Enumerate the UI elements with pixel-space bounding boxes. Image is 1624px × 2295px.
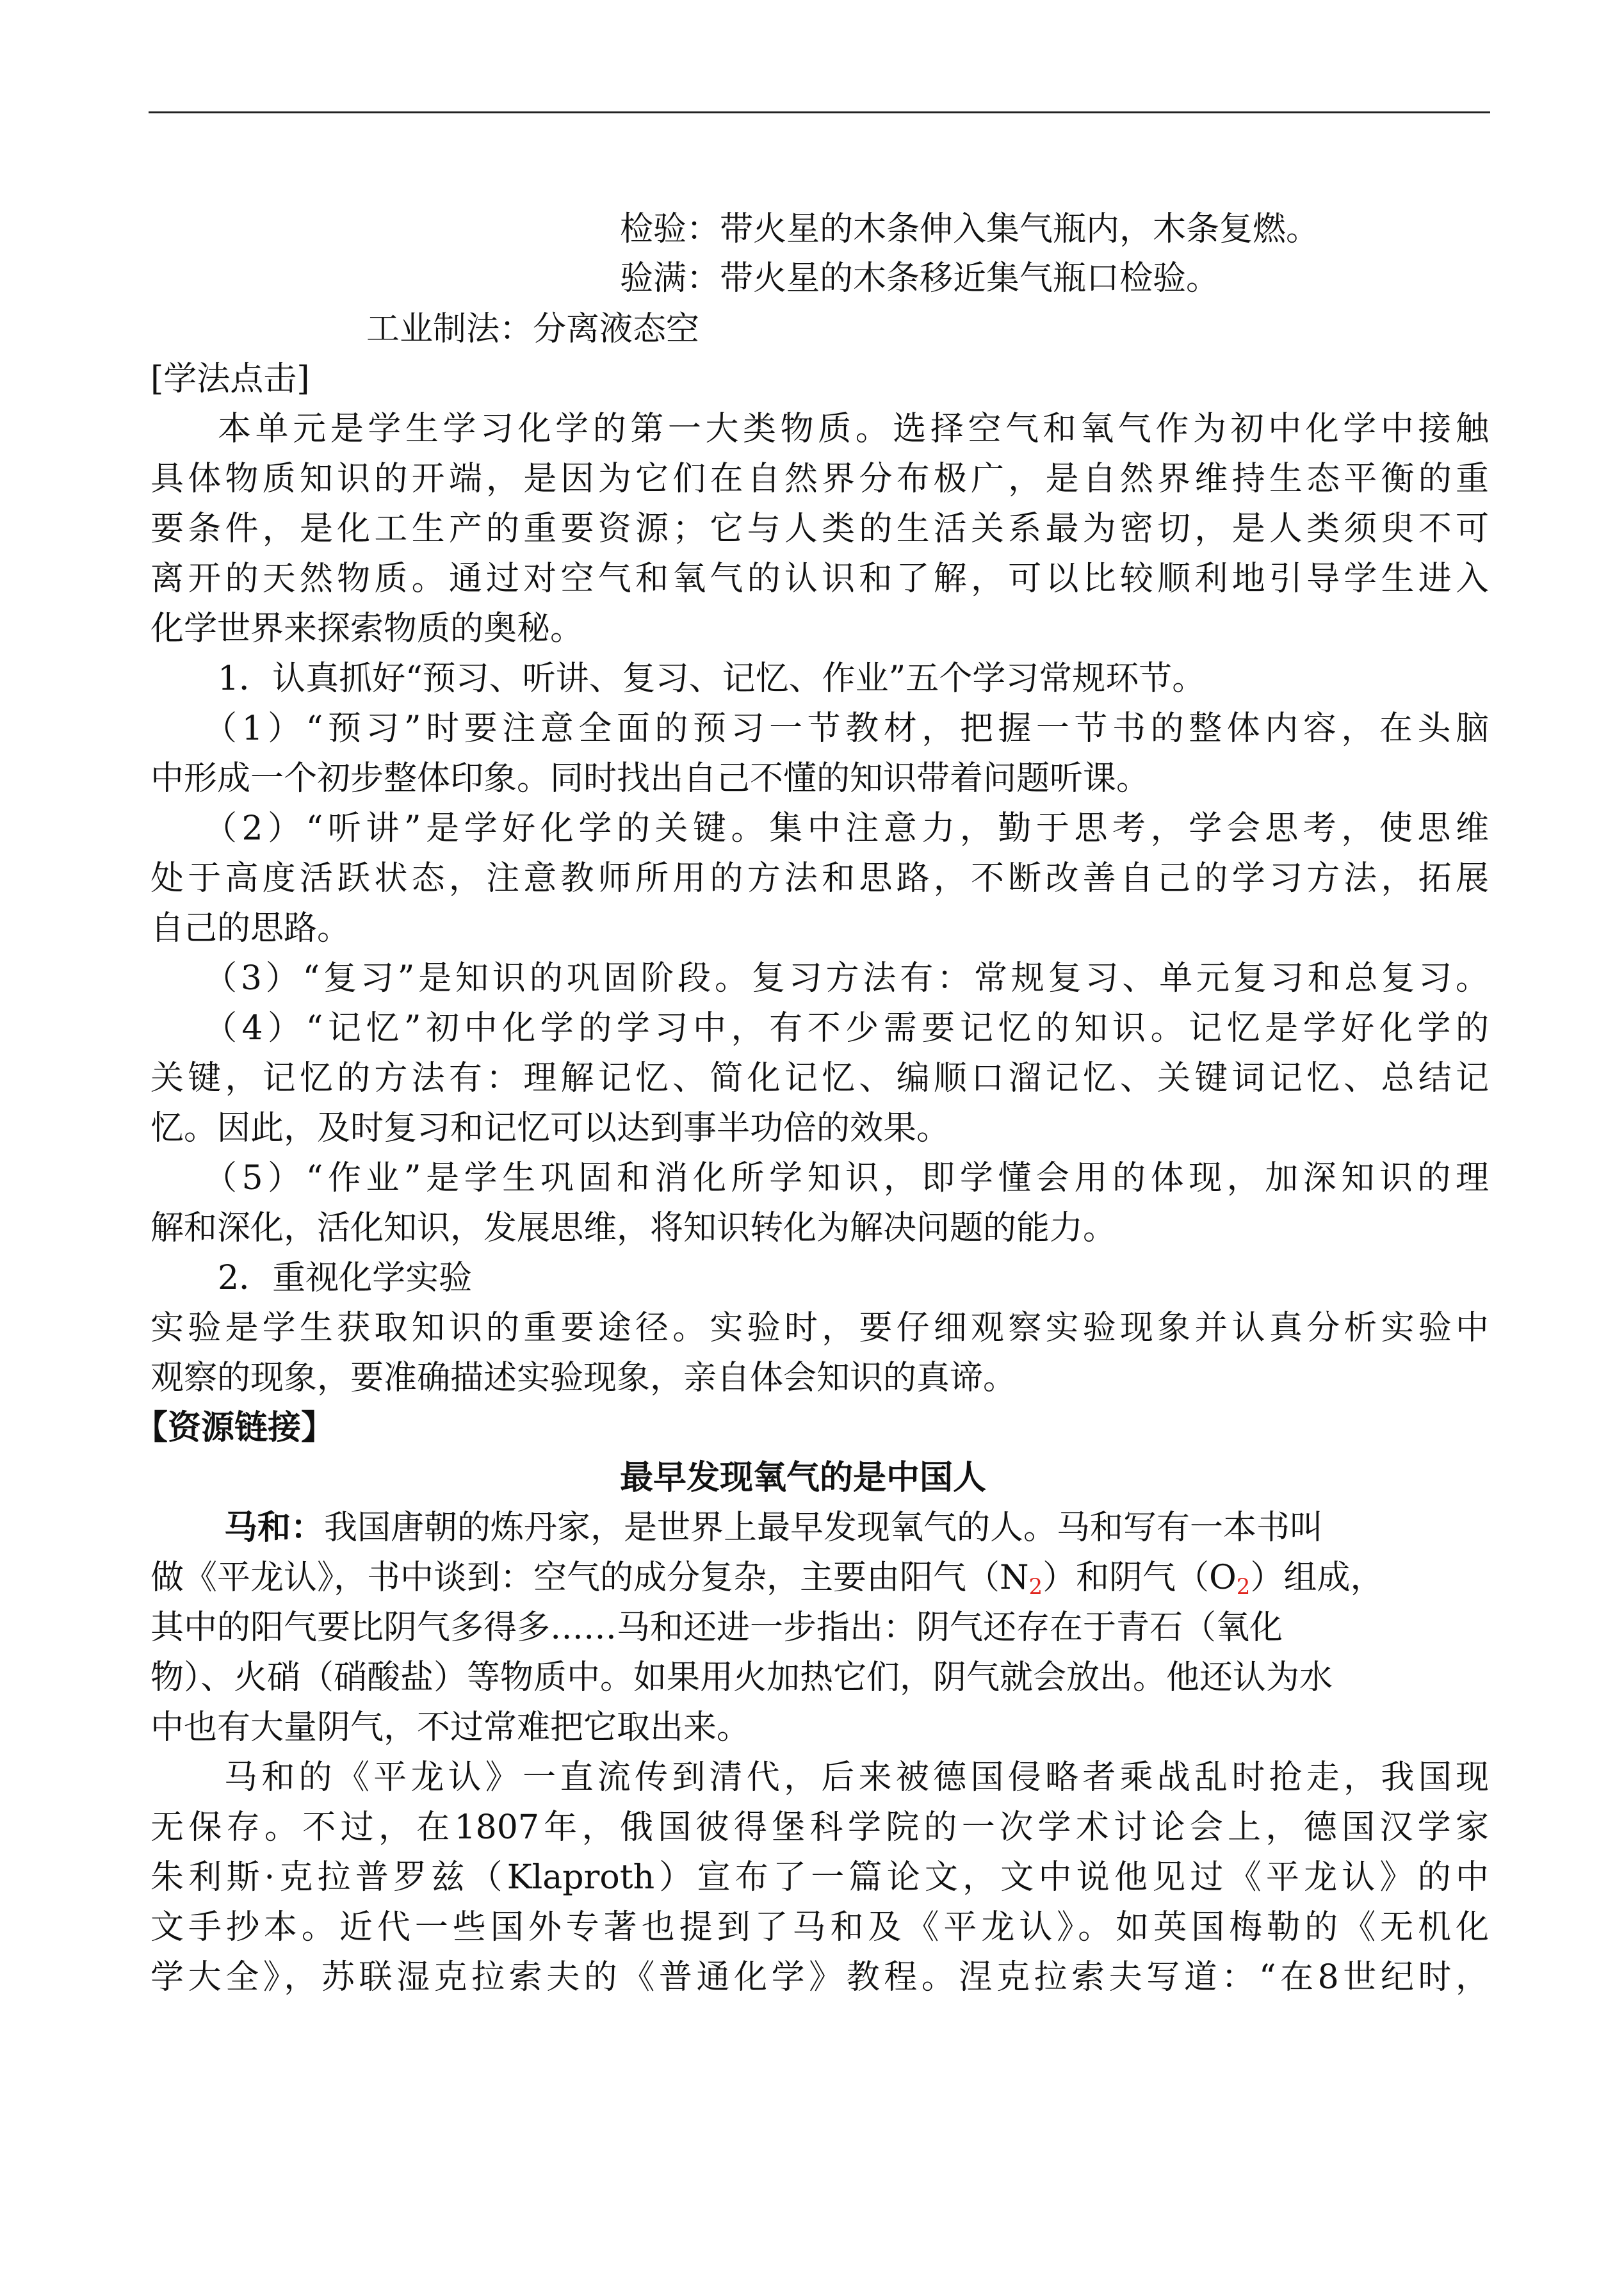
paragraph-line: （5）“作业”是学生巩固和消化所学知识，即学懂会用的体现，加深知识的理 <box>204 1159 1489 1197</box>
paragraph-line: 实验是学生获取知识的重要途径。实验时，要仔细观察实验现象并认真分析实验中 <box>150 1309 1489 1347</box>
paragraph-line: 中也有大量阴气，不过常难把它取出来。 <box>150 1708 751 1747</box>
subscript-2: 2 <box>1236 1574 1251 1600</box>
paragraph-line: 物）、火硝（硝酸盐）等物质中。如果用火加热它们，阴气就会放出。他还认为水 <box>150 1658 1333 1697</box>
header-rule <box>149 111 1490 113</box>
paragraph-line: 学大全》，苏联湿克拉索夫的《普通化学》教程。涅克拉索夫写道：“在8世纪时， <box>150 1958 1489 1997</box>
full-check-line: 验满：带火星的木条移近集气瓶口检验。 <box>620 259 1220 298</box>
paragraph-line: 马和的《平龙认》一直流传到清代，后来被德国侵略者乘战乱时抢走，我国现 <box>224 1758 1489 1797</box>
paragraph-line: 朱利斯·克拉普罗兹（Klaproth）宣布了一篇论文，文中说他见过《平龙认》的中 <box>150 1858 1489 1897</box>
person-name: 马和： <box>224 1508 325 1547</box>
paragraph-line: 要条件，是化工生产的重要资源；它与人类的生活关系最为密切，是人类须臾不可 <box>150 510 1489 548</box>
study-tips-heading: [学法点击] <box>150 360 310 398</box>
paragraph-line: 中形成一个初步整体印象。同时找出自己不懂的知识带着问题听课。 <box>150 759 1150 798</box>
paragraph-line <box>224 1509 1323 1547</box>
paragraph-line <box>150 1559 1384 1600</box>
paragraph-line: （4）“记忆”初中化学的学习中，有不少需要记忆的知识。记忆是学好化学的 <box>204 1009 1489 1048</box>
paragraph-text: ）组成， <box>1250 1559 1384 1597</box>
paragraph-line: 处于高度活跃状态，注意教师所用的方法和思路，不断改善自己的学习方法，拓展 <box>150 859 1489 898</box>
article-title: 最早发现氧气的是中国人 <box>620 1458 987 1497</box>
test-method-line: 检验：带火星的木条伸入集气瓶内，木条复燃。 <box>620 210 1320 248</box>
paragraph-line: 化学世界来探索物质的奥秘。 <box>150 610 584 648</box>
paragraph-line: 其中的阳气要比阴气多得多……马和还进一步指出：阴气还存在于青石（氧化 <box>150 1609 1283 1647</box>
point-two: 2．重视化学实验 <box>218 1259 473 1297</box>
paragraph-line: 无保存。不过，在1807年，俄国彼得堡科学院的一次学术讨论会上，德国汉学家 <box>150 1808 1489 1847</box>
paragraph-line: 解和深化，活化知识，发展思维，将知识转化为解决问题的能力。 <box>150 1209 1117 1247</box>
paragraph-line: 关键，记忆的方法有：理解记忆、简化记忆、编顺口溜记忆、关键词记忆、总结记 <box>150 1059 1489 1098</box>
resource-heading: 【资源链接】 <box>134 1408 335 1447</box>
paragraph-line: （3）“复习”是知识的巩固阶段。复习方法有：常规复习、单元复习和总复习。 <box>204 959 1489 998</box>
paragraph-line: 忆。因此，及时复习和记忆可以达到事半功倍的效果。 <box>150 1109 950 1148</box>
paragraph-line: 自己的思路。 <box>150 909 351 948</box>
paragraph-line: 本单元是学生学习化学的第一大类物质。选择空气和氧气作为初中化学中接触 <box>218 410 1489 448</box>
industrial-method-line: 工业制法：分离液态空 <box>366 310 700 348</box>
paragraph-text: 我国唐朝的炼丹家，是世界上最早发现氧气的人。马和写有一本书叫 <box>324 1509 1324 1547</box>
subscript-2: 2 <box>1028 1574 1043 1600</box>
paragraph-line: 离开的天然物质。通过对空气和氧气的认识和了解，可以比较顺利地引导学生进入 <box>150 560 1489 598</box>
paragraph-text: 做《平龙认》，书中谈到：空气的成分复杂，主要由阳气（N <box>150 1559 1029 1597</box>
paragraph-line: （1）“预习”时要注意全面的预习一节教材，把握一节书的整体内容，在头脑 <box>204 710 1489 748</box>
paragraph-line: 文手抄本。近代一些国外专著也提到了马和及《平龙认》。如英国梅勒的《无机化 <box>150 1908 1489 1947</box>
paragraph-line: （2）“听讲”是学好化学的关键。集中注意力，勤于思考，学会思考，使思维 <box>204 809 1489 848</box>
point-one: 1．认真抓好“预习、听讲、复习、记忆、作业”五个学习常规环节。 <box>218 660 1206 698</box>
paragraph-line: 观察的现象，要准确描述实验现象，亲自体会知识的真谛。 <box>150 1359 1017 1397</box>
paragraph-line: 具体物质知识的开端，是因为它们在自然界分布极广，是自然界维持生态平衡的重 <box>150 460 1489 498</box>
paragraph-text: ）和阴气（O <box>1043 1559 1237 1597</box>
